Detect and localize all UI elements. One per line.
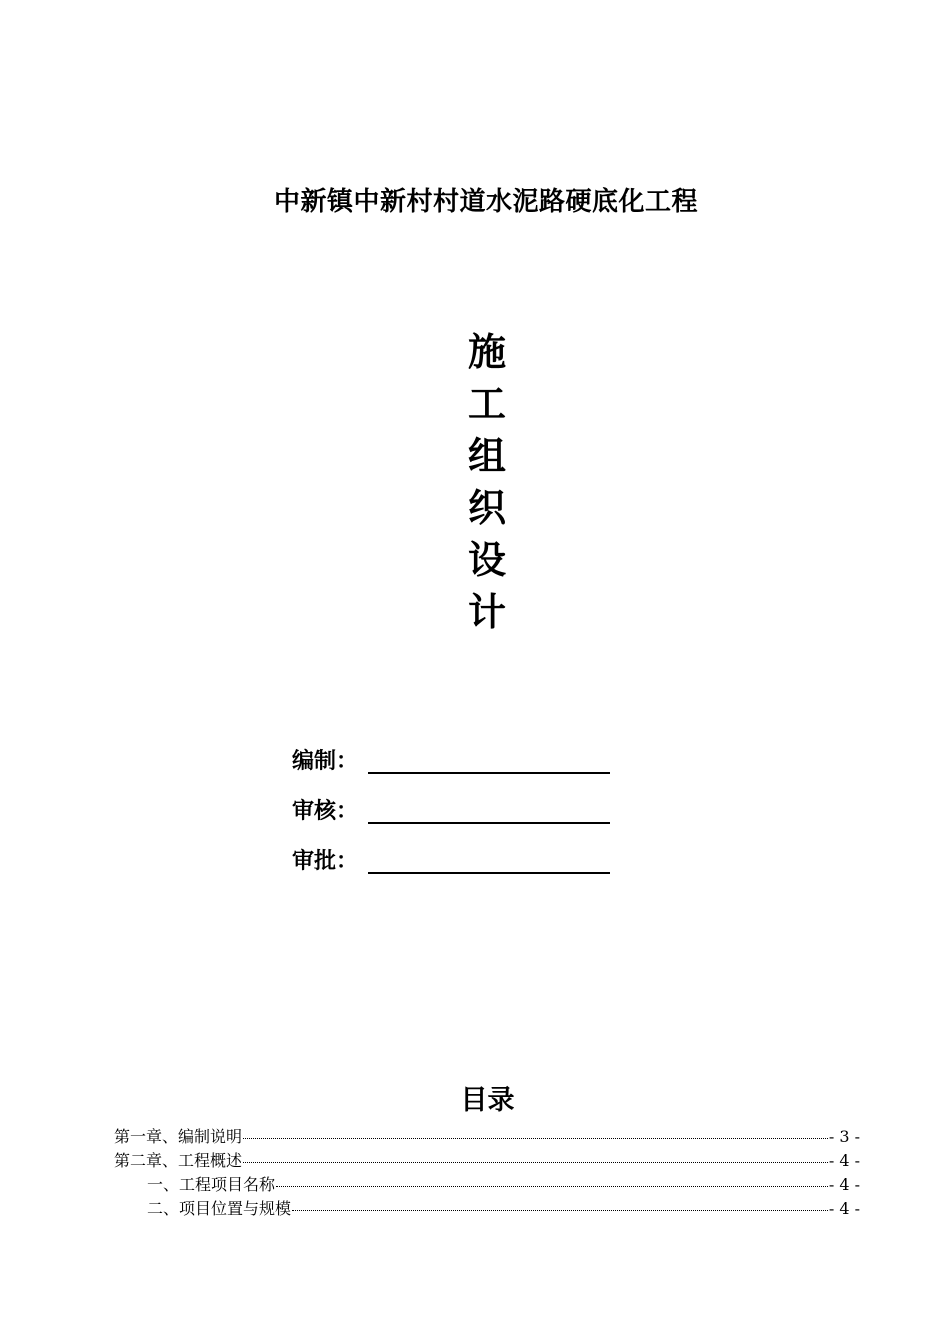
sign-label-reviewed: 审核： — [292, 799, 359, 824]
doc-type-char: 施 — [467, 330, 506, 374]
sign-row-reviewed — [292, 780, 610, 830]
toc-page-number: - 4 - — [828, 1151, 860, 1170]
signature-block — [292, 730, 610, 880]
toc-entry-text: 第二章、工程概述 — [114, 1151, 243, 1170]
doc-type-char: 组 — [467, 434, 506, 478]
sign-line-reviewed — [368, 822, 610, 824]
toc-dot-leader — [276, 1186, 828, 1187]
toc-dot-leader — [243, 1138, 828, 1139]
toc-entry[interactable] — [114, 1172, 860, 1196]
toc-page-number: - 4 - — [828, 1175, 860, 1194]
sign-label-compiled: 编制： — [292, 749, 359, 774]
toc-entry-text: 一、工程项目名称 — [147, 1175, 276, 1194]
toc-page-number: - 4 - — [828, 1199, 860, 1218]
toc-entry-text: 第一章、编制说明 — [114, 1127, 243, 1146]
toc-entry[interactable] — [114, 1196, 860, 1220]
doc-type-char: 设 — [467, 538, 506, 582]
project-title: 中新镇中新村村道水泥路硬底化工程 — [273, 187, 698, 217]
toc-dot-leader — [292, 1210, 828, 1211]
toc-dot-leader — [243, 1162, 828, 1163]
toc-entry[interactable] — [114, 1124, 860, 1148]
toc-entry-text: 二、项目位置与规模 — [147, 1199, 292, 1218]
toc-page-number: - 3 - — [828, 1127, 860, 1146]
sign-row-compiled — [292, 730, 610, 780]
doc-type-char: 计 — [467, 590, 506, 634]
sign-label-approved: 审批： — [292, 849, 359, 874]
table-of-contents — [114, 1124, 860, 1220]
document-type-vertical — [463, 326, 511, 638]
doc-type-char: 工 — [467, 382, 506, 426]
toc-title: 目录 — [460, 1085, 515, 1116]
sign-line-approved — [368, 872, 610, 874]
doc-type-char: 织 — [467, 486, 506, 530]
sign-line-compiled — [368, 772, 610, 774]
toc-entry[interactable] — [114, 1148, 860, 1172]
sign-row-approved — [292, 830, 610, 880]
